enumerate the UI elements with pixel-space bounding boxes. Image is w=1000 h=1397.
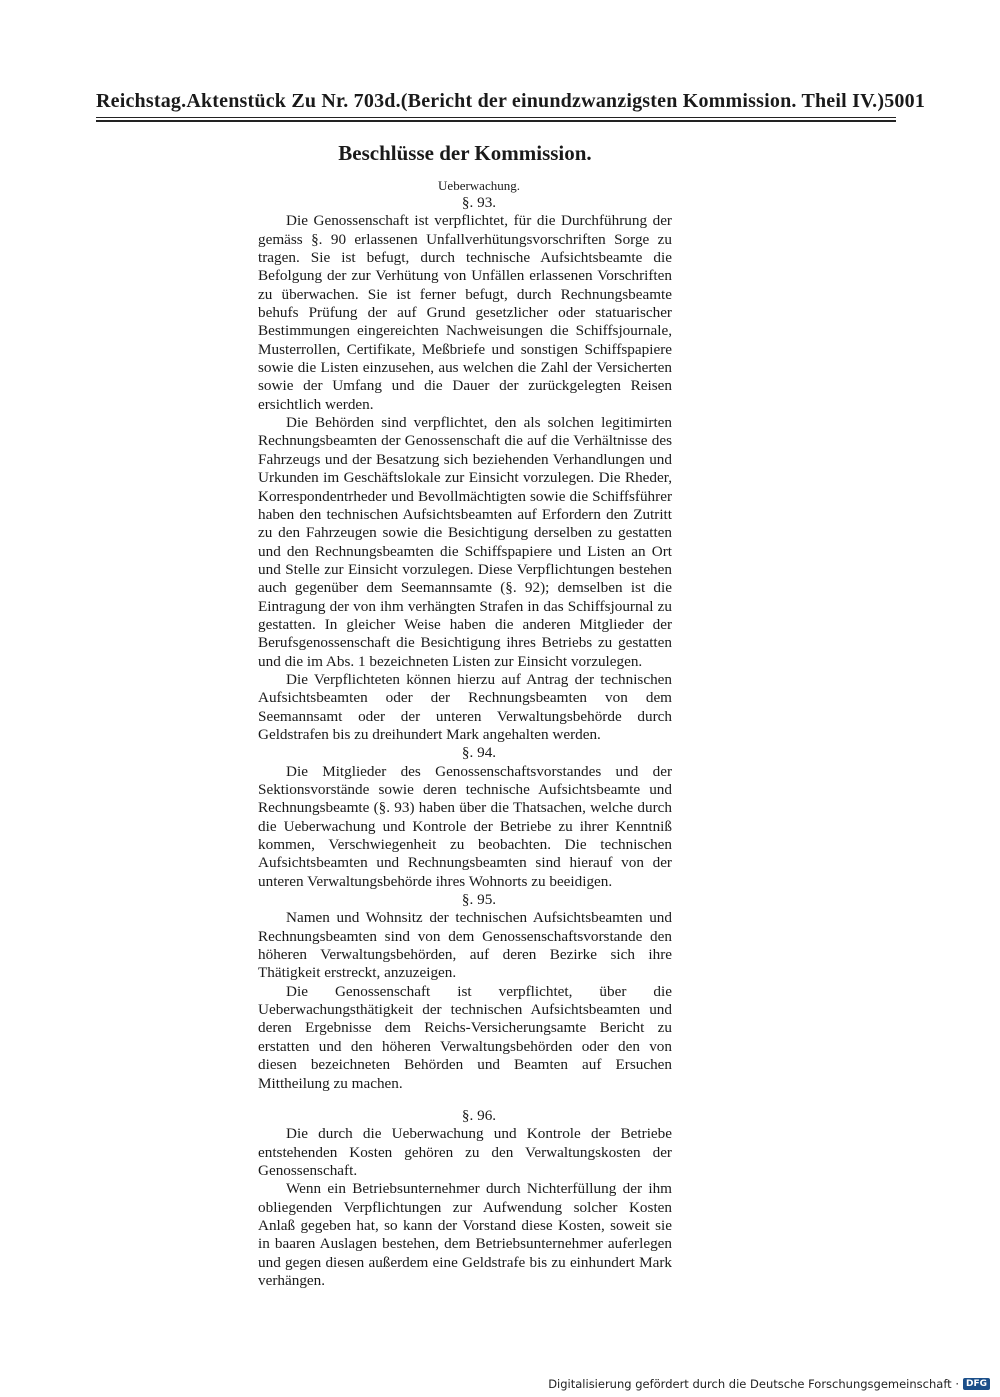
paragraph-text: Namen und Wohnsitz der technischen Aufsichtsbeamten und Rechnungsbeamten sind von dem Genossenschaftsvorstande den höheren Verwaltungsbehörden, auf deren Bezirke sich ihre Thätigkeit erstreckt, anzuzeigen. (258, 909, 672, 982)
spacer (258, 1093, 672, 1107)
paragraph-text: Wenn ein Betriebsunternehmer durch Nichterfüllung der ihm obliegenden Verpflichtungen zur Aufwendung solcher Kosten Anlaß gegeben hat, so kann der Vorstand diese Kosten, soweit sie in baaren Auslagen bestehen, dem Betriebsunternehmer auferlegen und gegen diesen außerdem eine Geldstrafe bis zu einhundert Mark verhängen. (258, 1180, 672, 1289)
paragraph-label: §. 95. (461, 891, 497, 909)
header-note: (Bericht der einundzwanzigsten Kommission. Theil IV.) (400, 90, 885, 112)
paragraph-text: Die Genossenschaft ist verpflichtet, über die Ueberwachungsthätigkeit der technischen Aufsichtsbeamten und deren Ergebnisse dem Reichs-Versicherungsamte Bericht zu erstatten und den höheren Verwaltungsbehörden oder den von diesen bezeichneten Behörden und Beamten auf Ersuchen Mittheilung zu machen. (258, 982, 672, 1092)
footer-text: Digitalisierung gefördert durch die Deutsche Forschungsgemeinschaft · (548, 1377, 959, 1391)
paragraph-label: §. 94. (461, 744, 497, 762)
paragraph-text: Die Behörden sind verpflichtet, den als solchen legitimirten Rechnungsbeamten der Genossenschaft die auf die Verhältnisse des Fahrzeugs und der Besatzung sich beziehenden Verhandlungen und Urkunden im Geschäftslokale zur Einsicht vorzulegen. Die Rheder, Korrespondentrheder und Bevollmächtigten sowie die Schiffsführer haben den technischen Aufsichtsbeamten auf Erfordern den Zutritt zu den Fahrzeugen sowie die Besichtigung derselben zu gestatten und den Rechnungsbeamten die Schiffspapiere und Listen an Ort und Stelle zur Einsicht vorzulegen. Diese Verpflichtungen bestehen auch gegenüber dem Seemannsamte (§. 92); demselben ist die Eintragung der von ihm verhängten Strafen in das Schiffsjournal zu gestatten. In gleicher Weise haben die anderen Mitglieder der Berufsgenossenschaft die Besichtigung ihres Betriebs zu gestatten und die im Abs. 1 bezeichneten Listen zur Einsicht vorzulegen. (258, 414, 672, 670)
paragraph-text: Die Genossenschaft ist verpflichtet, für die Durchführung der gemäss §. 90 erlassenen Unfallverhütungsvorschriften Sorge zu tragen. Sie ist befugt, durch technische Aufsichtsbeamte die Befolgung der zur Verhütung von Unfällen erlassenen Vorschriften zu überwachen. Sie ist ferner befugt, durch Rechnungsbeamte behufs Prüfung der auf Grund gesetzlicher oder statuarischer Bestimmungen eingereichten Nachweisungen die Schiffsjournale, Musterrollen, Certifikate, Meßbriefe und sonstigen Schiffspapiere sowie die Listen einzusehen, aus welchen die Zahl der Versicherten sowie der Umfang und die Dauer der zurückgelegten Reisen ersichtlich werden. (258, 212, 672, 413)
header-document: Aktenstück Zu Nr. 703d. (186, 90, 401, 112)
paragraph-label: §. 93. (461, 194, 497, 211)
dfg-logo: DFG (963, 1378, 990, 1390)
paragraph-text: Die Mitglieder des Genossenschaftsvorstandes und der Sektionsvorstände sowie deren technische Aufsichtsbeamte und Rechnungsbeamte (§. 93) haben über die Thatsachen, welche durch die Ueberwachung und Kontrole der Betriebe zu ihrer Kenntniß kommen, Verschwiegenheit zu beobachten. Die technischen Aufsichtsbeamten und Rechnungsbeamten sind hierauf von der unteren Verwaltungsbehörde ihres Wohnorts zu beeidigen. (258, 762, 672, 890)
page-title: Beschlüsse der Kommission. (338, 141, 592, 165)
page-number: 5001 (884, 90, 926, 112)
digitization-footer (548, 1377, 990, 1391)
text-column (258, 178, 672, 1290)
header-rule-thick (96, 120, 896, 122)
paragraph-text: Die Verpflichteten können hierzu auf Antrag der technischen Aufsichtsbeamten oder der Rechnungsbeamten von dem Seemannsamt oder der unteren Verwaltungsbehörde durch Geldstrafen bis zu dreihundert Mark angehalten werden. (258, 670, 672, 743)
header-rule (96, 117, 896, 118)
header-left: Reichstag. (96, 90, 187, 112)
running-header (96, 90, 926, 113)
section-heading: Ueberwachung. (438, 178, 520, 193)
paragraph-label: §. 96. (461, 1106, 497, 1124)
paragraph-text: Die durch die Ueberwachung und Kontrole der Betriebe entstehenden Kosten gehören zu den Verwaltungskosten der Genossenschaft. (258, 1125, 672, 1179)
